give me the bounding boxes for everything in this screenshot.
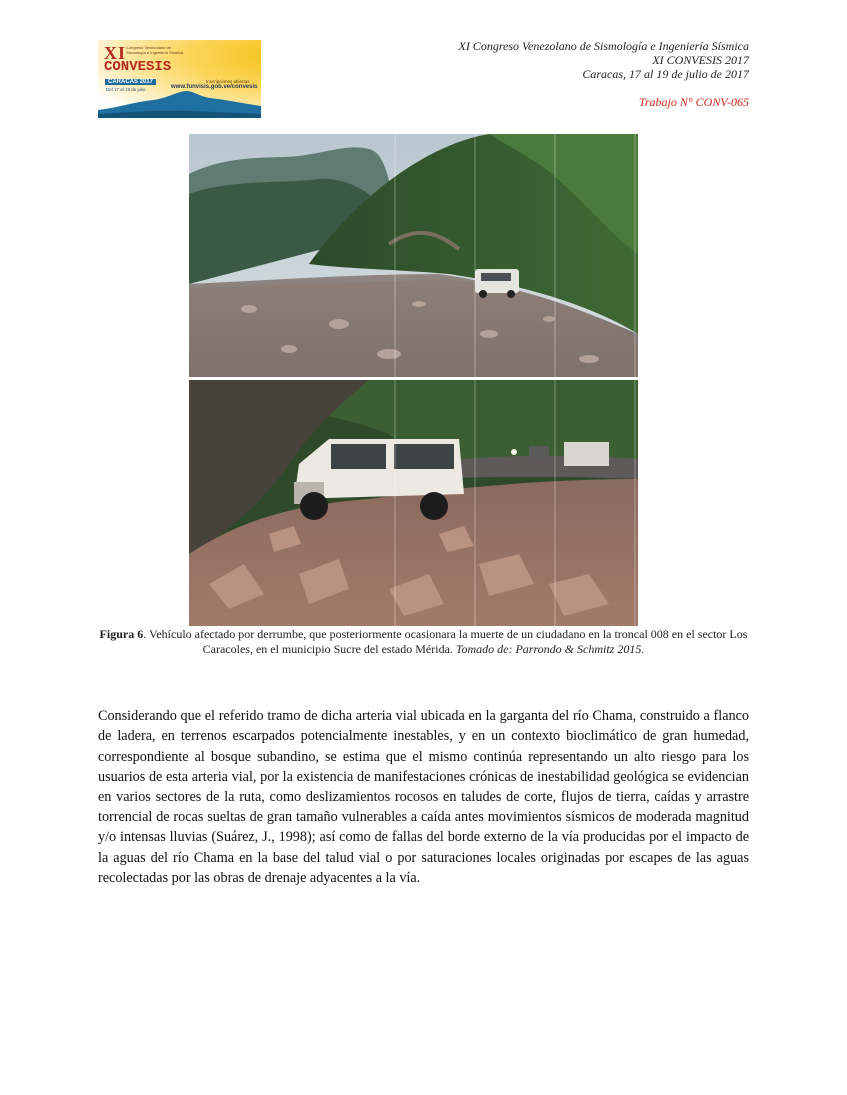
logo-convesis: CONVESIS [104,59,172,75]
header-paper-number: Trabajo N° CONV-065 [638,95,749,109]
figure-photo [189,134,638,626]
figure-caption-text: . Vehículo afectado por derrumbe, que posteriormente ocasionara la muerte de un ciudadano en la troncal 008 en el sector Los Caracoles, en el municipio Sucre del estado Mérida. [143,627,748,656]
bottom-photo [189,380,638,626]
conference-header [458,39,749,109]
header-edition: XI CONVESIS 2017 [652,53,749,67]
logo-mountain-graphic [98,88,261,118]
logo-xi: XI [104,43,127,63]
logo-place: CARACAS 2017 [105,79,156,85]
figure-label: Figura 6 [99,627,144,641]
logo-url: www.funvisis.gob.ve/convesis [171,84,258,90]
logo-dates: Del 17 al 19 de julio [106,87,146,92]
top-photo [189,134,638,377]
figure-source: Tomado de: Parrondo & Schmitz 2015. [455,642,645,656]
figure-caption [98,627,749,657]
convesis-logo [98,40,261,118]
logo-small-text: Congreso Venezolano de Sismología e Ingeniería Sísmica [126,45,184,55]
body-paragraph: Considerando que el referido tramo de dicha arteria vial ubicada en la garganta del río Chama, construido a flanco de ladera, en terrenos escarpados potencialmente inestables, y en un contexto bioclimático de gran humedad, correspondiente al bosque subandino, se estima que el mismo continúa representando un alto riesgo para los usuarios de esta arteria vial, por la existencia de manifestaciones crónicas de inestabilidad geológica se evidencian en varios sectores de la ruta, como deslizamientos rocosos en taludes de corte, flujos de tierra, caídas y arrastre torrencial de rocas sueltas de gran tamaño vulnerables a caída antes movimientos sísmicos de moderada magnitud y/o intensas lluvias (Suárez, J., 1998); así como de fallas del borde externo de la vía producidas por el impacto de la aguas del río Chama en la base del talud vial o por saturaciones locales originadas por escapes de las aguas recolectadas por las obras de drenaje adyacentes a la vía. [98,708,749,886]
header-congress-name: XI Congreso Venezolano de Sismología e Ingeniería Sísmica [458,39,749,53]
logo-inscriptions: Inscripciones abiertas [206,79,250,84]
header-place-date: Caracas, 17 al 19 de julio de 2017 [582,67,749,81]
